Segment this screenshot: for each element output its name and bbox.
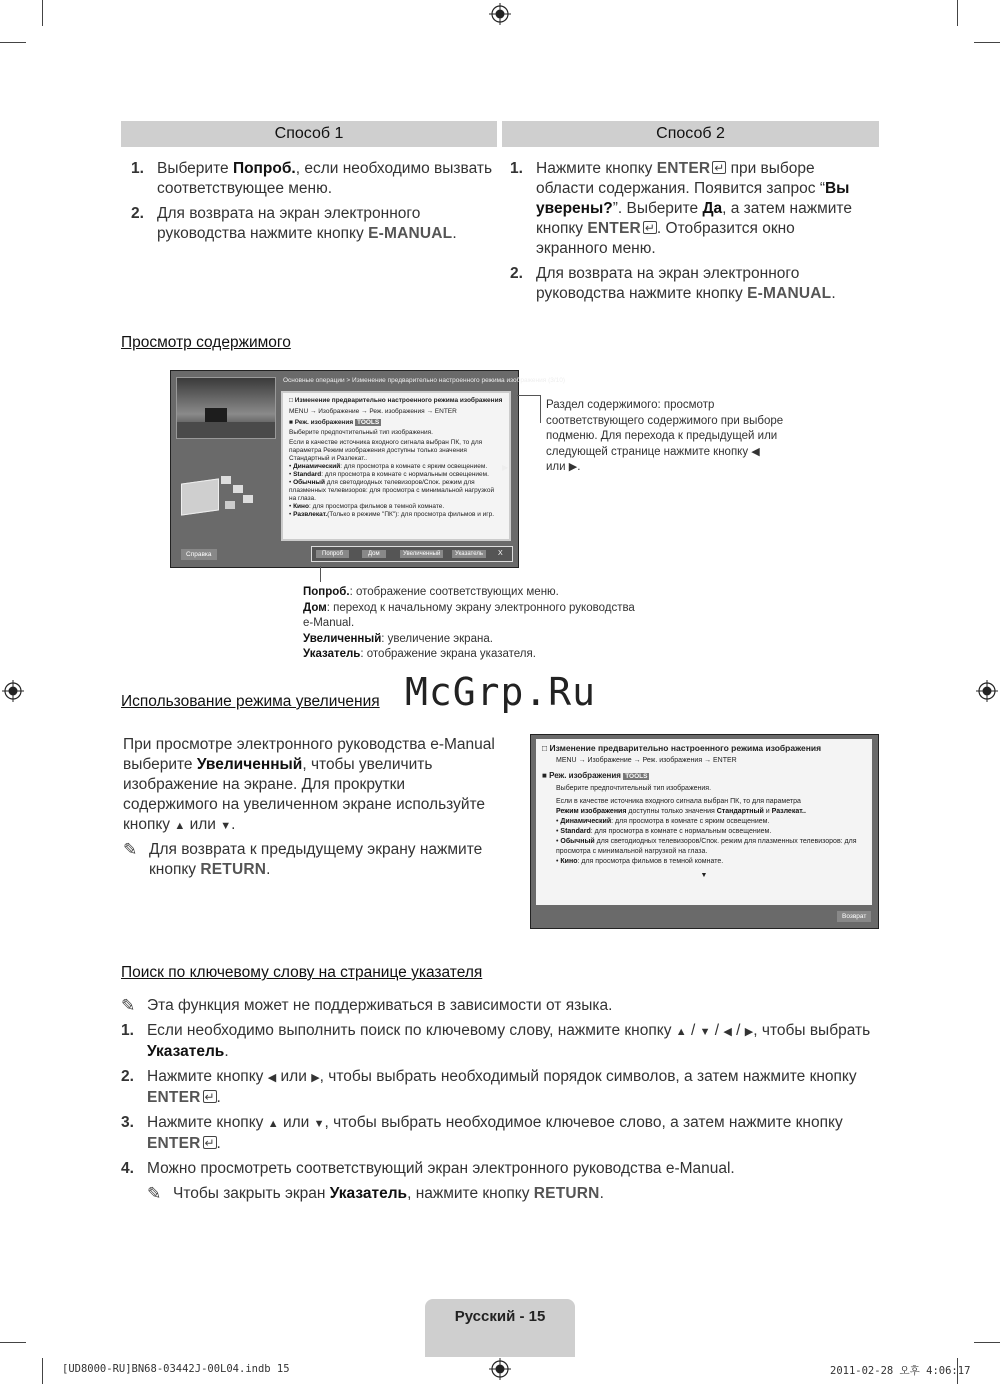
- scroll-down-icon[interactable]: ▼: [700, 872, 708, 879]
- crop-mark: [0, 42, 26, 43]
- list-item: 1. Выберите Попроб., если необходимо вызвать соответствующее меню.: [131, 160, 493, 197]
- method2-header: Способ 2: [502, 121, 879, 147]
- down-arrow-icon: ▼: [220, 820, 232, 832]
- list-item: 1. Если необходимо выполнить поиск по ключевому слову, нажмите кнопку ▲ / ▼ / ◀ / ▶, чтобы выбрать Указатель.: [121, 1022, 871, 1060]
- page-number-badge: Русский - 15: [425, 1299, 575, 1357]
- enter-icon: [712, 161, 726, 174]
- note-line: ✎ Чтобы закрыть экран Указатель, нажмите кнопку RETURN.: [147, 1184, 604, 1203]
- section-title-zoom: Использование режима увеличения: [121, 693, 380, 710]
- content-section-note: Раздел содержимого: просмотр соответствующего содержимого при выборе подменю. Для перехода к предыдущей или следующей странице нажмите кнопку ◀ или ▶.: [546, 398, 796, 476]
- note-pencil-icon: ✎: [121, 996, 136, 1015]
- crop-mark: [957, 0, 958, 26]
- try-button[interactable]: Попроб: [316, 550, 349, 558]
- index-button[interactable]: Указатель: [452, 550, 486, 558]
- help-button[interactable]: Справка: [181, 549, 217, 560]
- list-item: 2. Для возврата на экран электронного руководства нажмите кнопку E-MANUAL.: [510, 265, 836, 302]
- note-pencil-icon: ✎: [147, 1184, 162, 1203]
- button-bar: [311, 546, 513, 562]
- registration-mark-icon: [489, 3, 511, 25]
- method1-list: [131, 159, 495, 249]
- emanual-screen-screenshot: [170, 370, 566, 568]
- landscape-image: [176, 377, 276, 439]
- note-pencil-icon: ✎: [123, 840, 138, 859]
- list-item: 2. Для возврата на экран электронного руководства нажмите кнопку E-MANUAL.: [131, 205, 457, 242]
- footer-file-info: [UD8000-RU]BN68-03442J-00L04.indb 15: [62, 1363, 290, 1375]
- callout-line: [517, 395, 541, 396]
- home-button[interactable]: Дом: [362, 550, 386, 558]
- right-arrow-icon: ▶: [568, 461, 578, 473]
- left-arrow-icon: ◀: [751, 445, 760, 458]
- buttons-legend: Попроб.: отображение соответствующих меню. Дом: переход к начальному экрану электронного руководства e-Manual. Увеличенный: увеличение экрана. Указатель: отображение экрана указателя.: [303, 586, 635, 660]
- zoomed-screen-screenshot: [530, 734, 879, 929]
- list-item: 2. Нажмите кнопку ◀ или ▶, чтобы выбрать необходимый порядок символов, а затем нажмите кнопку ENTER↵ .: [121, 1067, 871, 1108]
- return-button[interactable]: Возврат: [837, 911, 871, 922]
- enter-icon: [643, 221, 657, 234]
- list-item: 3. Нажмите кнопку ▲ или ▼, чтобы выбрать необходимое ключевое слово, а затем нажмите кнопку ENTER↵ .: [121, 1113, 871, 1154]
- crop-mark: [42, 0, 43, 26]
- note-line: ✎ Эта функция может не поддерживаться в зависимости от языка.: [121, 996, 613, 1015]
- enter-icon: [203, 1136, 217, 1149]
- crop-mark: [974, 1342, 1000, 1343]
- registration-mark-icon: [2, 680, 24, 702]
- crop-mark: [0, 1342, 26, 1343]
- next-arrow-icon[interactable]: ▶: [502, 463, 509, 472]
- up-arrow-icon: ▲: [174, 820, 186, 832]
- callout-line: [320, 566, 321, 582]
- crop-mark: [42, 1358, 43, 1384]
- content-panel: □ Изменение предварительно настроенного режима изображения MENU → Изображение → Реж. изображения → ENTER ■ Реж. изображения TOOLS Выберите предпочтительный тип изображения. Если в качестве источника входного сигнала выбран ПК, то для параметра Режим изображения доступны только значения Стандартный и Разлекат.. • Динамический: для просмотра в комнате с ярким освещением. • Standard: для просмотра в комнате с нормальным освещением. • Обычный для светодиодных телевизоров/Спок. режим для плазменных телевизоров: для просмотра с минимальной нагрузкой на глаза. • Кино: для просмотра фильмов в темной комнате. • Развлекат.(Только в режиме "ПК"): для просмотра фильмов и игр.: [281, 391, 511, 541]
- enter-icon: [203, 1090, 217, 1103]
- method1-header: Способ 1: [121, 121, 497, 147]
- screen-heading: Изменение предварительно настроенного режима изображения: [294, 397, 503, 404]
- method2-list: [510, 159, 870, 309]
- breadcrumb: Основные операции > Изменение предварительно настроенного режима изображения (3/10): [283, 377, 566, 384]
- list-item: 4. Можно просмотреть соответствующий экран электронного руководства e-Manual.: [121, 1160, 735, 1177]
- section-title-view-content: Просмотр содержимого: [121, 334, 291, 351]
- section-title-index-search: Поиск по ключевому слову на странице указателя: [121, 964, 483, 981]
- callout-line: [540, 395, 541, 423]
- list-item: 1. Нажмите кнопку ENTER↵ при выборе области содержания. Появится запрос “Вы уверены?”. Выберите Да, а затем нажмите кнопку ENTER↵ . Отобразится окно экранного меню.: [510, 159, 870, 259]
- registration-mark-icon: [489, 1358, 511, 1380]
- stacked-screens-image: [181, 471, 261, 521]
- crop-mark: [974, 42, 1000, 43]
- registration-mark-icon: [976, 680, 998, 702]
- zoom-button[interactable]: Увеличенный: [400, 550, 443, 558]
- search-list: [121, 996, 871, 1209]
- footer-timestamp: 2011-02-28 오후 4:06:17: [830, 1365, 971, 1377]
- close-button[interactable]: X: [498, 550, 503, 557]
- zoom-body: При просмотре электронного руководства e-Manual выберите Увеличенный, чтобы увеличить изображение на экране. Для прокрутки содержимого на увеличенном экране используйте кнопку ▲ или ▼. ✎ Для возврата к предыдущему экрану нажмите кнопку RETURN.: [123, 736, 495, 878]
- watermark: McGrp.Ru: [405, 670, 597, 714]
- zoomed-content-panel: □ Изменение предварительно настроенного режима изображения MENU → Изображение → Реж. изображения → ENTER ■ Реж. изображения TOOLS Выберите предпочтительный тип изображения. Если в качестве источника входного сигнала выбран ПК, то для параметра Режим изображения доступны только значения Стандартный и Разлекат.. • Динамический: для просмотра в комнате с ярким освещением. • Standard: для просмотра в комнате с нормальным освещением. • Обычный для светодиодных телевизоров/Спок. режим для плазменных телевизоров: для просмотра с минимальной нагрузкой на глаза. • Кино: для просмотра фильмов в темной комнате. ▼: [536, 739, 872, 905]
